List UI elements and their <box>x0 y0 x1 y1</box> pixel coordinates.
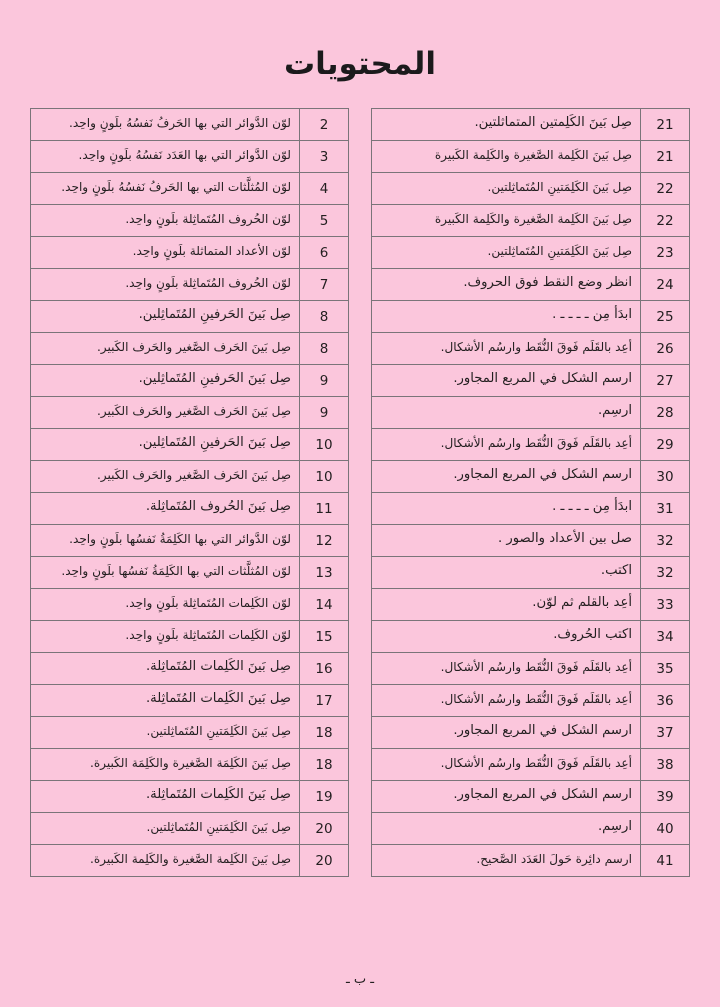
table-row <box>30 652 349 684</box>
table-row <box>30 236 349 268</box>
toc-page-number: 24 <box>640 269 689 300</box>
toc-entry-title: ارسِم. <box>597 819 632 835</box>
toc-page-number: 41 <box>640 845 689 876</box>
table-row <box>371 364 690 396</box>
page-title: المحتويات <box>284 46 436 82</box>
toc-page-number: 8 <box>299 333 348 364</box>
toc-entry-title: صِل بَينَ الكَلِمتين المتماثلتين. <box>474 115 632 131</box>
table-row <box>371 556 690 588</box>
toc-page-number: 34 <box>640 621 689 652</box>
toc-entry-title: صِل بَينَ الكَلِمات المُتَماثِلة. <box>145 787 291 803</box>
toc-entry-title: صِل بَينَ الكَلِمة الصَّغيرة والكَلِمة الكَبيرة. <box>89 851 291 866</box>
toc-page-number: 32 <box>640 525 689 556</box>
toc-entry-title: لوّن الدَّوائر التي بها الحَرفُ نَفسُهُ بلَونٍ واحِد. <box>69 115 291 130</box>
toc-page-number: 27 <box>640 365 689 396</box>
toc-page-number: 39 <box>640 781 689 812</box>
table-row <box>30 204 349 236</box>
toc-entry-title: أعِد بالقَلَم فَوقَ النُّقَط وارسُم الأشكال. <box>440 339 632 354</box>
table-row <box>371 204 690 236</box>
toc-column-left <box>371 108 690 962</box>
toc-entry-title: أعِد بالقَلَم فَوقَ النُّقَط وارسُم الأشكال. <box>440 659 632 674</box>
toc-entry-title: صِل بَينَ الكَلِمات المُتَماثِلة. <box>145 691 291 707</box>
toc-page-number: 30 <box>640 461 689 492</box>
toc-page-number: 7 <box>299 269 348 300</box>
toc-entry-title: لوّن الدَّوائر التي بها الكَلِمَةُ نَفسُها بلَونٍ واحِد. <box>69 531 291 546</box>
toc-page-number: 36 <box>640 685 689 716</box>
toc-entry-title: لوّن الأعداد المتماثلة بلَونٍ واحِد. <box>132 243 291 258</box>
toc-entry-title: انظر وضع النقط فوق الحروف. <box>463 275 632 291</box>
table-row <box>30 844 349 877</box>
toc-page-number: 38 <box>640 749 689 780</box>
toc-entry-title: ابدَأ مِن ـ ـ ـ ـ . <box>552 499 632 515</box>
table-row <box>30 332 349 364</box>
toc-entry-title: صِل بَينَ الكَلِمة الصَّغيرة والكَلِمة الكَبيرة <box>434 211 632 226</box>
table-row <box>371 780 690 812</box>
toc-page-number: 18 <box>299 749 348 780</box>
toc-page-number: 6 <box>299 237 348 268</box>
toc-entry-title: لوّن المُثلَّثات التي بها الكَلِمَةُ نَفسُها بلَونٍ واحِد. <box>61 563 291 578</box>
toc-entry-title: أعِد بالقَلَم فَوقَ النُّقَط وارسُم الأشكال. <box>440 435 632 450</box>
table-row <box>371 108 690 140</box>
toc-page-number: 5 <box>299 205 348 236</box>
table-row <box>30 812 349 844</box>
toc-entry-title: ارسِم. <box>597 403 632 419</box>
table-row <box>371 748 690 780</box>
table-row <box>30 108 349 140</box>
toc-page-number: 17 <box>299 685 348 716</box>
toc-entry-title: لوّن الكَلِمات المُتَماثِلة بلَونٍ واحِد. <box>125 627 291 642</box>
toc-page-number: 22 <box>640 205 689 236</box>
toc-entry-title: ابدَأ مِن ـ ـ ـ ـ . <box>552 307 632 323</box>
table-row <box>371 844 690 877</box>
toc-entry-title: ارسم دائِرة حَولَ العَدَد الصَّحيح. <box>476 851 632 866</box>
toc-entry-title: صِل بَينَ الحَرفينِ المُتَماثِلين. <box>138 371 291 387</box>
toc-entry-title: صِل بَينَ الحَرفينِ المُتَماثِلين. <box>138 307 291 323</box>
toc-page-number: 12 <box>299 525 348 556</box>
table-row <box>371 268 690 300</box>
table-row <box>371 620 690 652</box>
toc-page-number: 32 <box>640 557 689 588</box>
table-row <box>371 140 690 172</box>
toc-column-right <box>30 108 349 962</box>
toc-page-number: 28 <box>640 397 689 428</box>
toc-page-number: 11 <box>299 493 348 524</box>
toc-page-number: 10 <box>299 461 348 492</box>
toc-page-number: 4 <box>299 173 348 204</box>
table-row <box>371 428 690 460</box>
toc-entry-title: لوّن الحُروف المُتَماثِلة بلَونٍ واحِد. <box>125 211 291 226</box>
toc-page-number: 21 <box>640 141 689 172</box>
toc-page-number: 16 <box>299 653 348 684</box>
table-row <box>30 140 349 172</box>
toc-page-number: 20 <box>299 845 348 876</box>
table-row <box>30 620 349 652</box>
table-row <box>30 300 349 332</box>
toc-entry-title: صِل بَينَ الحَرف الصَّغير والحَرف الكَبير. <box>96 403 291 418</box>
toc-page-number: 10 <box>299 429 348 460</box>
table-row <box>30 428 349 460</box>
toc-entry-title: ارسم الشكل في المربع المجاور. <box>453 467 632 483</box>
table-row <box>30 716 349 748</box>
table-row <box>30 492 349 524</box>
toc-entry-title: اكتب الحُروف. <box>553 627 632 643</box>
toc-entry-title: لوّن الكَلِمات المُتَماثِلة بلَونٍ واحِد. <box>125 595 291 610</box>
toc-entry-title: ارسم الشكل في المربع المجاور. <box>453 371 632 387</box>
table-row <box>30 748 349 780</box>
toc-columns <box>30 108 690 962</box>
toc-entry-title: صِل بَينَ الكَلِمَتينِ المُتَماثِلتين. <box>146 723 291 738</box>
toc-entry-title: صل بين الأعداد والصور . <box>497 531 632 547</box>
toc-entry-title: أعِد بالقلم ثم لوّن. <box>532 595 632 611</box>
table-row <box>371 684 690 716</box>
toc-page-number: 9 <box>299 365 348 396</box>
toc-entry-title: صِل بَينَ الكَلِمَة الصَّغيرة والكَلِمَة الكَبيرة. <box>89 755 291 770</box>
toc-entry-title: صِل بَينَ الكَلِمَتينِ المُتَماثِلتين. <box>146 819 291 834</box>
toc-page-number: 37 <box>640 717 689 748</box>
toc-page-number: 22 <box>640 173 689 204</box>
toc-entry-title: لوّن المُثلَّثات التي بها الحَرفُ نَفسُهُ بلَونٍ واحِد. <box>61 179 291 194</box>
toc-entry-title: ارسم الشكل في المربع المجاور. <box>453 723 632 739</box>
toc-page-number: 8 <box>299 301 348 332</box>
table-row <box>371 396 690 428</box>
toc-page-number: 40 <box>640 813 689 844</box>
page-number-footer: ـ ب ـ <box>345 972 375 987</box>
toc-entry-title: لوّن الدَّوائر التي بها العَدَد نَفسُهُ بلَونٍ واحِد. <box>78 147 291 162</box>
table-row <box>30 524 349 556</box>
toc-entry-title: ارسم الشكل في المربع المجاور. <box>453 787 632 803</box>
toc-entry-title: صِل بَينَ الكَلِمات المُتَماثِلة. <box>145 659 291 675</box>
table-row <box>30 684 349 716</box>
table-row <box>371 460 690 492</box>
table-row <box>30 172 349 204</box>
toc-page-number: 33 <box>640 589 689 620</box>
table-row <box>30 396 349 428</box>
toc-page-number: 29 <box>640 429 689 460</box>
table-row <box>30 780 349 812</box>
table-row <box>371 588 690 620</box>
table-row <box>371 652 690 684</box>
toc-entry-title: صِل بَينَ الكَلِمَتينِ المُتَماثِلتين. <box>487 179 632 194</box>
toc-entry-title: أعِد بالقَلَم فَوقَ النُّقَط وارسُم الأشكال. <box>440 755 632 770</box>
table-row <box>371 172 690 204</box>
toc-page-number: 3 <box>299 141 348 172</box>
table-row <box>371 332 690 364</box>
toc-page-number: 15 <box>299 621 348 652</box>
toc-entry-title: لوّن الحُروف المُتَماثِلة بلَونٍ واحِد. <box>125 275 291 290</box>
toc-entry-title: أعِد بالقَلَم فَوقَ النُّقَط وارسُم الأشكال. <box>440 691 632 706</box>
toc-entry-title: صِل بَينَ الحَرف الصَّغير والحَرف الكَبير. <box>96 339 291 354</box>
table-row <box>371 716 690 748</box>
toc-page-number: 2 <box>299 109 348 140</box>
toc-page-number: 26 <box>640 333 689 364</box>
table-row <box>371 492 690 524</box>
table-row <box>371 300 690 332</box>
toc-page-number: 25 <box>640 301 689 332</box>
toc-page-number: 13 <box>299 557 348 588</box>
toc-entry-title: اكتب. <box>600 563 632 579</box>
table-row <box>371 812 690 844</box>
toc-page-number: 19 <box>299 781 348 812</box>
table-row <box>371 524 690 556</box>
table-row <box>30 588 349 620</box>
toc-entry-title: صِل بَينَ الكَلِمة الصَّغيرة والكَلِمة الكَبيرة <box>434 147 632 162</box>
table-row <box>30 556 349 588</box>
toc-entry-title: صِل بَينَ الحُروف المُتَماثِلة. <box>145 499 291 515</box>
toc-page-number: 31 <box>640 493 689 524</box>
toc-page-number: 35 <box>640 653 689 684</box>
toc-page-number: 21 <box>640 109 689 140</box>
table-row <box>30 460 349 492</box>
toc-entry-title: صِل بَينَ الحَرف الصَّغير والحَرف الكَبير. <box>96 467 291 482</box>
toc-page-number: 9 <box>299 397 348 428</box>
toc-page-number: 20 <box>299 813 348 844</box>
toc-page-number: 18 <box>299 717 348 748</box>
table-row <box>30 364 349 396</box>
toc-entry-title: صِل بَينَ الحَرفينِ المُتَماثِلين. <box>138 435 291 451</box>
toc-page-number: 14 <box>299 589 348 620</box>
table-row <box>30 268 349 300</box>
toc-entry-title: صِل بَينَ الكَلِمَتينِ المُتَماثِلتين. <box>487 243 632 258</box>
toc-page-number: 23 <box>640 237 689 268</box>
table-row <box>371 236 690 268</box>
